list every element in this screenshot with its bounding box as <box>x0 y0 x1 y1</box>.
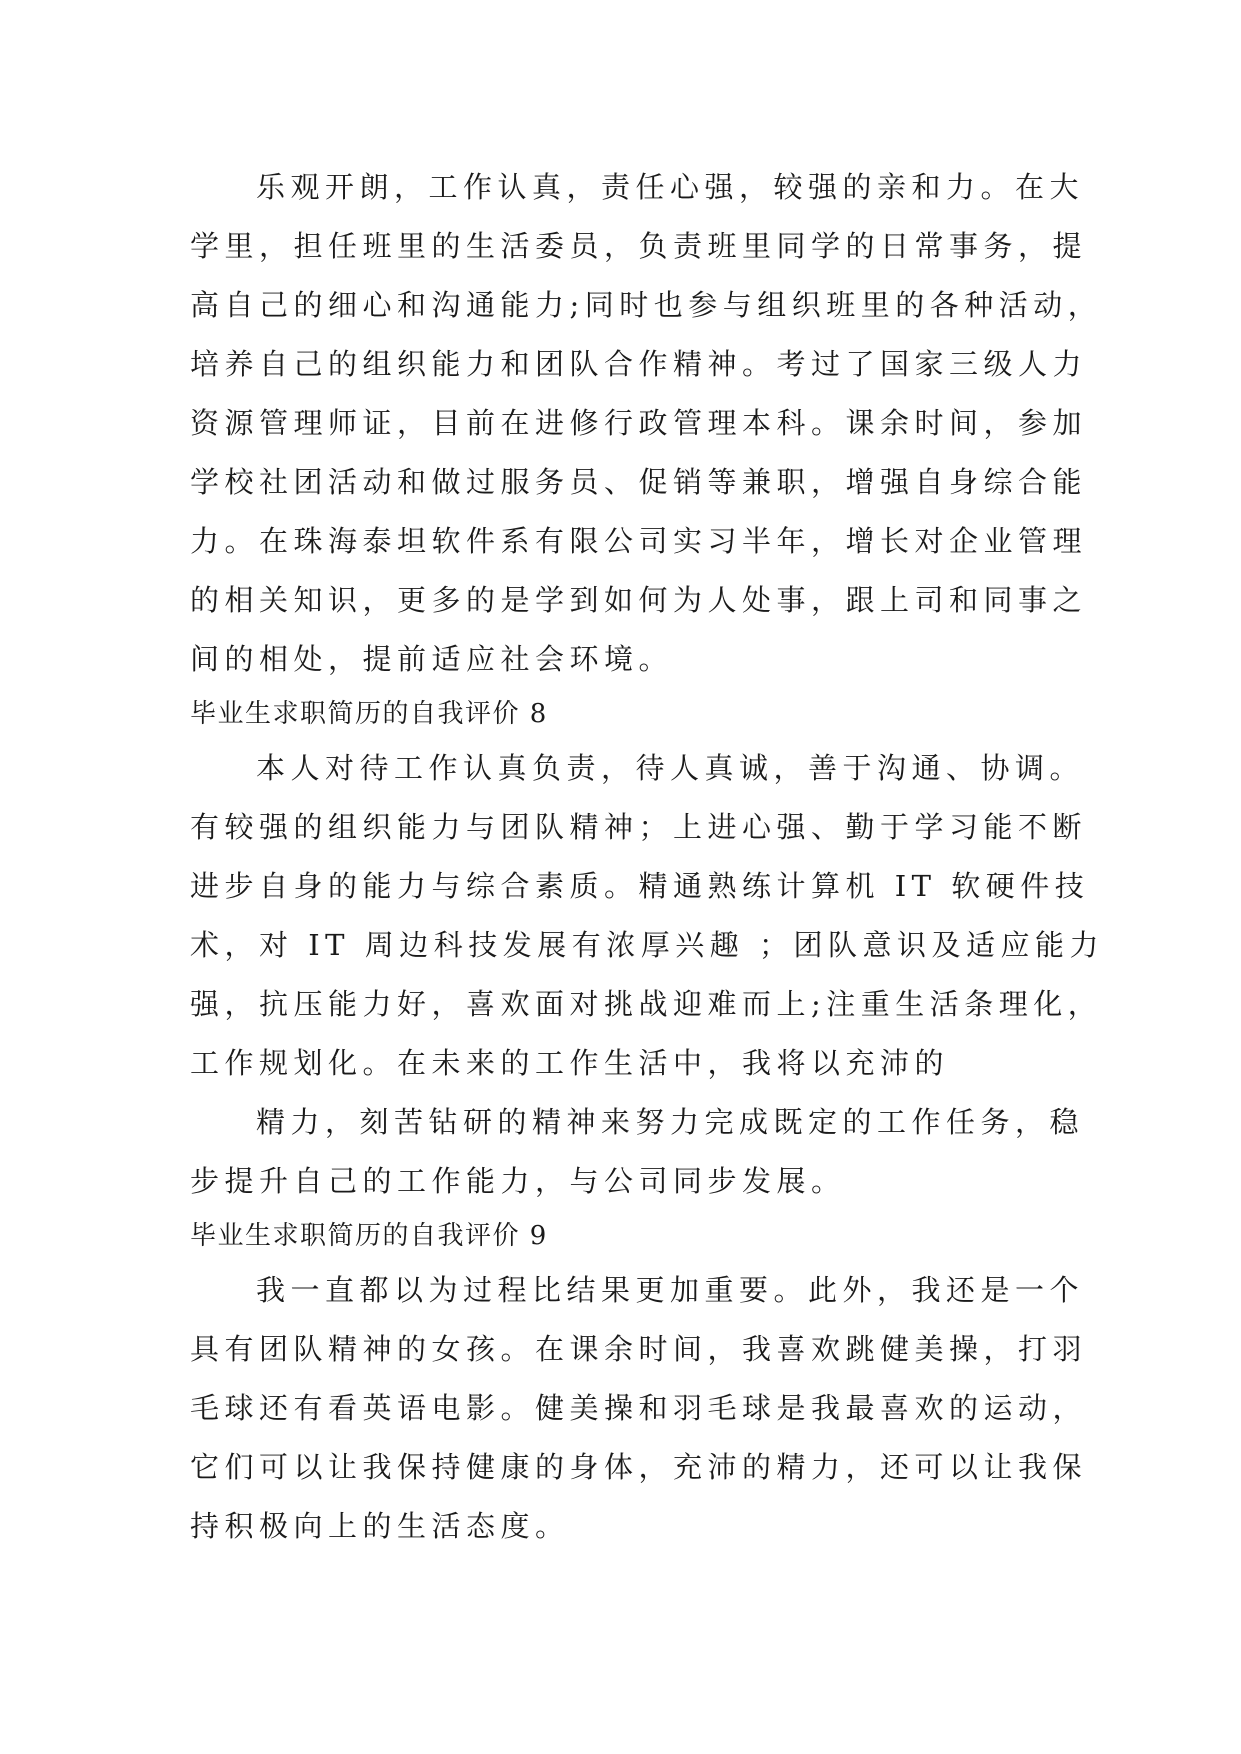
text-line: 有较强的组织能力与团队精神；上进心强、勤于学习能不断 <box>190 810 1088 844</box>
text-line: 学里，担任班里的生活委员，负责班里同学的日常事务，提 <box>190 229 1088 263</box>
text-line: 本人对待工作认真负责，待人真诚，善于沟通、协调。 <box>256 751 1085 785</box>
text-line: 具有团队精神的女孩。在课余时间，我喜欢跳健美操，打羽 <box>190 1332 1088 1366</box>
text-line: 学校社团活动和做过服务员、促销等兼职，增强自身综合能 <box>190 465 1088 499</box>
text-line: 乐观开朗，工作认真，责任心强，较强的亲和力。在大 <box>256 170 1085 204</box>
text-line: 精力，刻苦钻研的精神来努力完成既定的工作任务，稳 <box>256 1105 1085 1139</box>
section-heading-9: 毕业生求职简历的自我评价 9 <box>190 1221 548 1251</box>
text-line: 我一直都以为过程比结果更加重要。此外，我还是一个 <box>256 1273 1085 1307</box>
text-line: 进步自身的能力与综合素质。精通熟练计算机 IT 软硬件技 <box>190 869 1090 903</box>
text-line: 强，抗压能力好，喜欢面对挑战迎难而上;注重生活条理化， <box>190 987 1103 1021</box>
paragraph-intro <box>190 158 1103 689</box>
section-heading-8: 毕业生求职简历的自我评价 8 <box>190 699 548 729</box>
paragraph-self-evaluation-9 <box>190 1261 1088 1556</box>
text-line: 它们可以让我保持健康的身体，充沛的精力，还可以让我保 <box>190 1450 1088 1484</box>
text-line: 持积极向上的生活态度。 <box>190 1509 570 1543</box>
document-body <box>190 158 1104 1556</box>
text-line: 力。在珠海泰坦软件系有限公司实习半年，增长对企业管理 <box>190 524 1088 558</box>
text-line: 步提升自己的工作能力，与公司同步发展。 <box>190 1164 846 1198</box>
text-line: 毛球还有看英语电影。健美操和羽毛球是我最喜欢的运动， <box>190 1391 1088 1425</box>
text-line: 资源管理师证，目前在进修行政管理本科。课余时间，参加 <box>190 406 1088 440</box>
text-line: 高自己的细心和沟通能力;同时也参与组织班里的各种活动， <box>190 288 1103 322</box>
text-line: 的相关知识，更多的是学到如何为人处事，跟上司和同事之 <box>190 583 1088 617</box>
paragraph-self-evaluation-8 <box>190 739 1104 1093</box>
text-line: 间的相处，提前适应社会环境。 <box>190 642 674 676</box>
text-line: 术，对 IT 周边科技发展有浓厚兴趣 ；团队意识及适应能力 <box>190 928 1104 962</box>
text-line: 培养自己的组织能力和团队合作精神。考过了国家三级人力 <box>190 347 1088 381</box>
text-line: 工作规划化。在未来的工作生活中，我将以充沛的 <box>190 1046 950 1080</box>
paragraph-continuation <box>190 1093 1085 1211</box>
